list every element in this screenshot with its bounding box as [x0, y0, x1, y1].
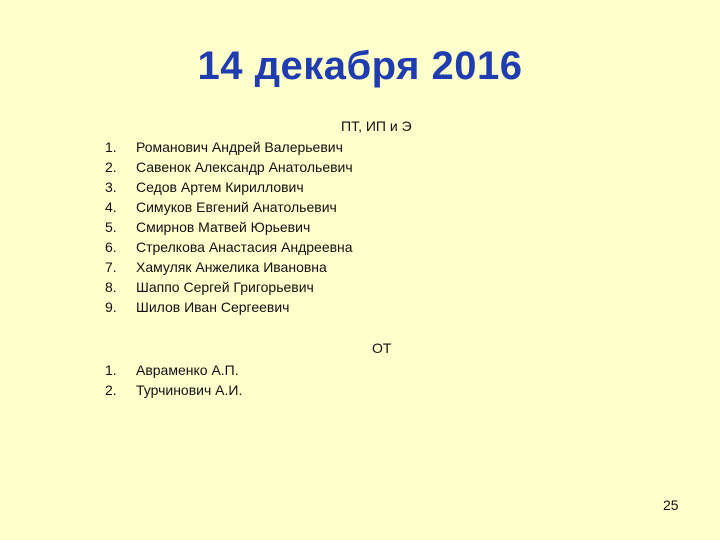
list-item-number: 1.: [105, 362, 117, 378]
list-item-name: Турчинович А.И.: [136, 382, 243, 398]
list-item: [105, 197, 353, 217]
list-item-number: 7.: [105, 259, 117, 275]
list-item-name: Смирнов Матвей Юрьевич: [136, 219, 311, 235]
list-item-number: 1.: [105, 139, 117, 155]
list-item: [105, 277, 353, 297]
student-list-group2: [105, 360, 242, 400]
list-item: [105, 257, 353, 277]
list-item: [105, 360, 242, 380]
list-item-name: Седов Артем Кириллович: [136, 179, 304, 195]
list-item-number: 9.: [105, 299, 117, 315]
list-item: [105, 217, 353, 237]
list-item-name: Стрелкова Анастасия Андреевна: [136, 239, 353, 255]
list-item-number: 2.: [105, 159, 117, 175]
list-item-number: 3.: [105, 179, 117, 195]
page-number: 25: [663, 497, 679, 513]
list-item-number: 8.: [105, 279, 117, 295]
group-label-ot: ОТ: [372, 340, 392, 356]
list-item: [105, 380, 242, 400]
list-item: [105, 237, 353, 257]
list-item-name: Хамуляк Анжелика Ивановна: [136, 259, 327, 275]
list-item-number: 5.: [105, 219, 117, 235]
student-list-group1: [105, 137, 353, 317]
list-item-name: Савенок Александр Анатольевич: [136, 159, 353, 175]
list-item: [105, 297, 353, 317]
list-item-number: 4.: [105, 199, 117, 215]
list-item: [105, 157, 353, 177]
list-item-name: Симуков Евгений Анатольевич: [136, 199, 337, 215]
slide-title: 14 декабря 2016: [197, 44, 523, 88]
list-item-name: Авраменко А.П.: [136, 362, 239, 378]
list-item-name: Романович Андрей Валерьевич: [136, 139, 343, 155]
group-label-pt-ip-e: ПТ, ИП и Э: [341, 118, 412, 134]
list-item-number: 2.: [105, 382, 117, 398]
list-item: [105, 137, 353, 157]
list-item-name: Шаппо Сергей Григорьевич: [136, 279, 314, 295]
list-item-number: 6.: [105, 239, 117, 255]
list-item: [105, 177, 353, 197]
list-item-name: Шилов Иван Сергеевич: [136, 299, 290, 315]
